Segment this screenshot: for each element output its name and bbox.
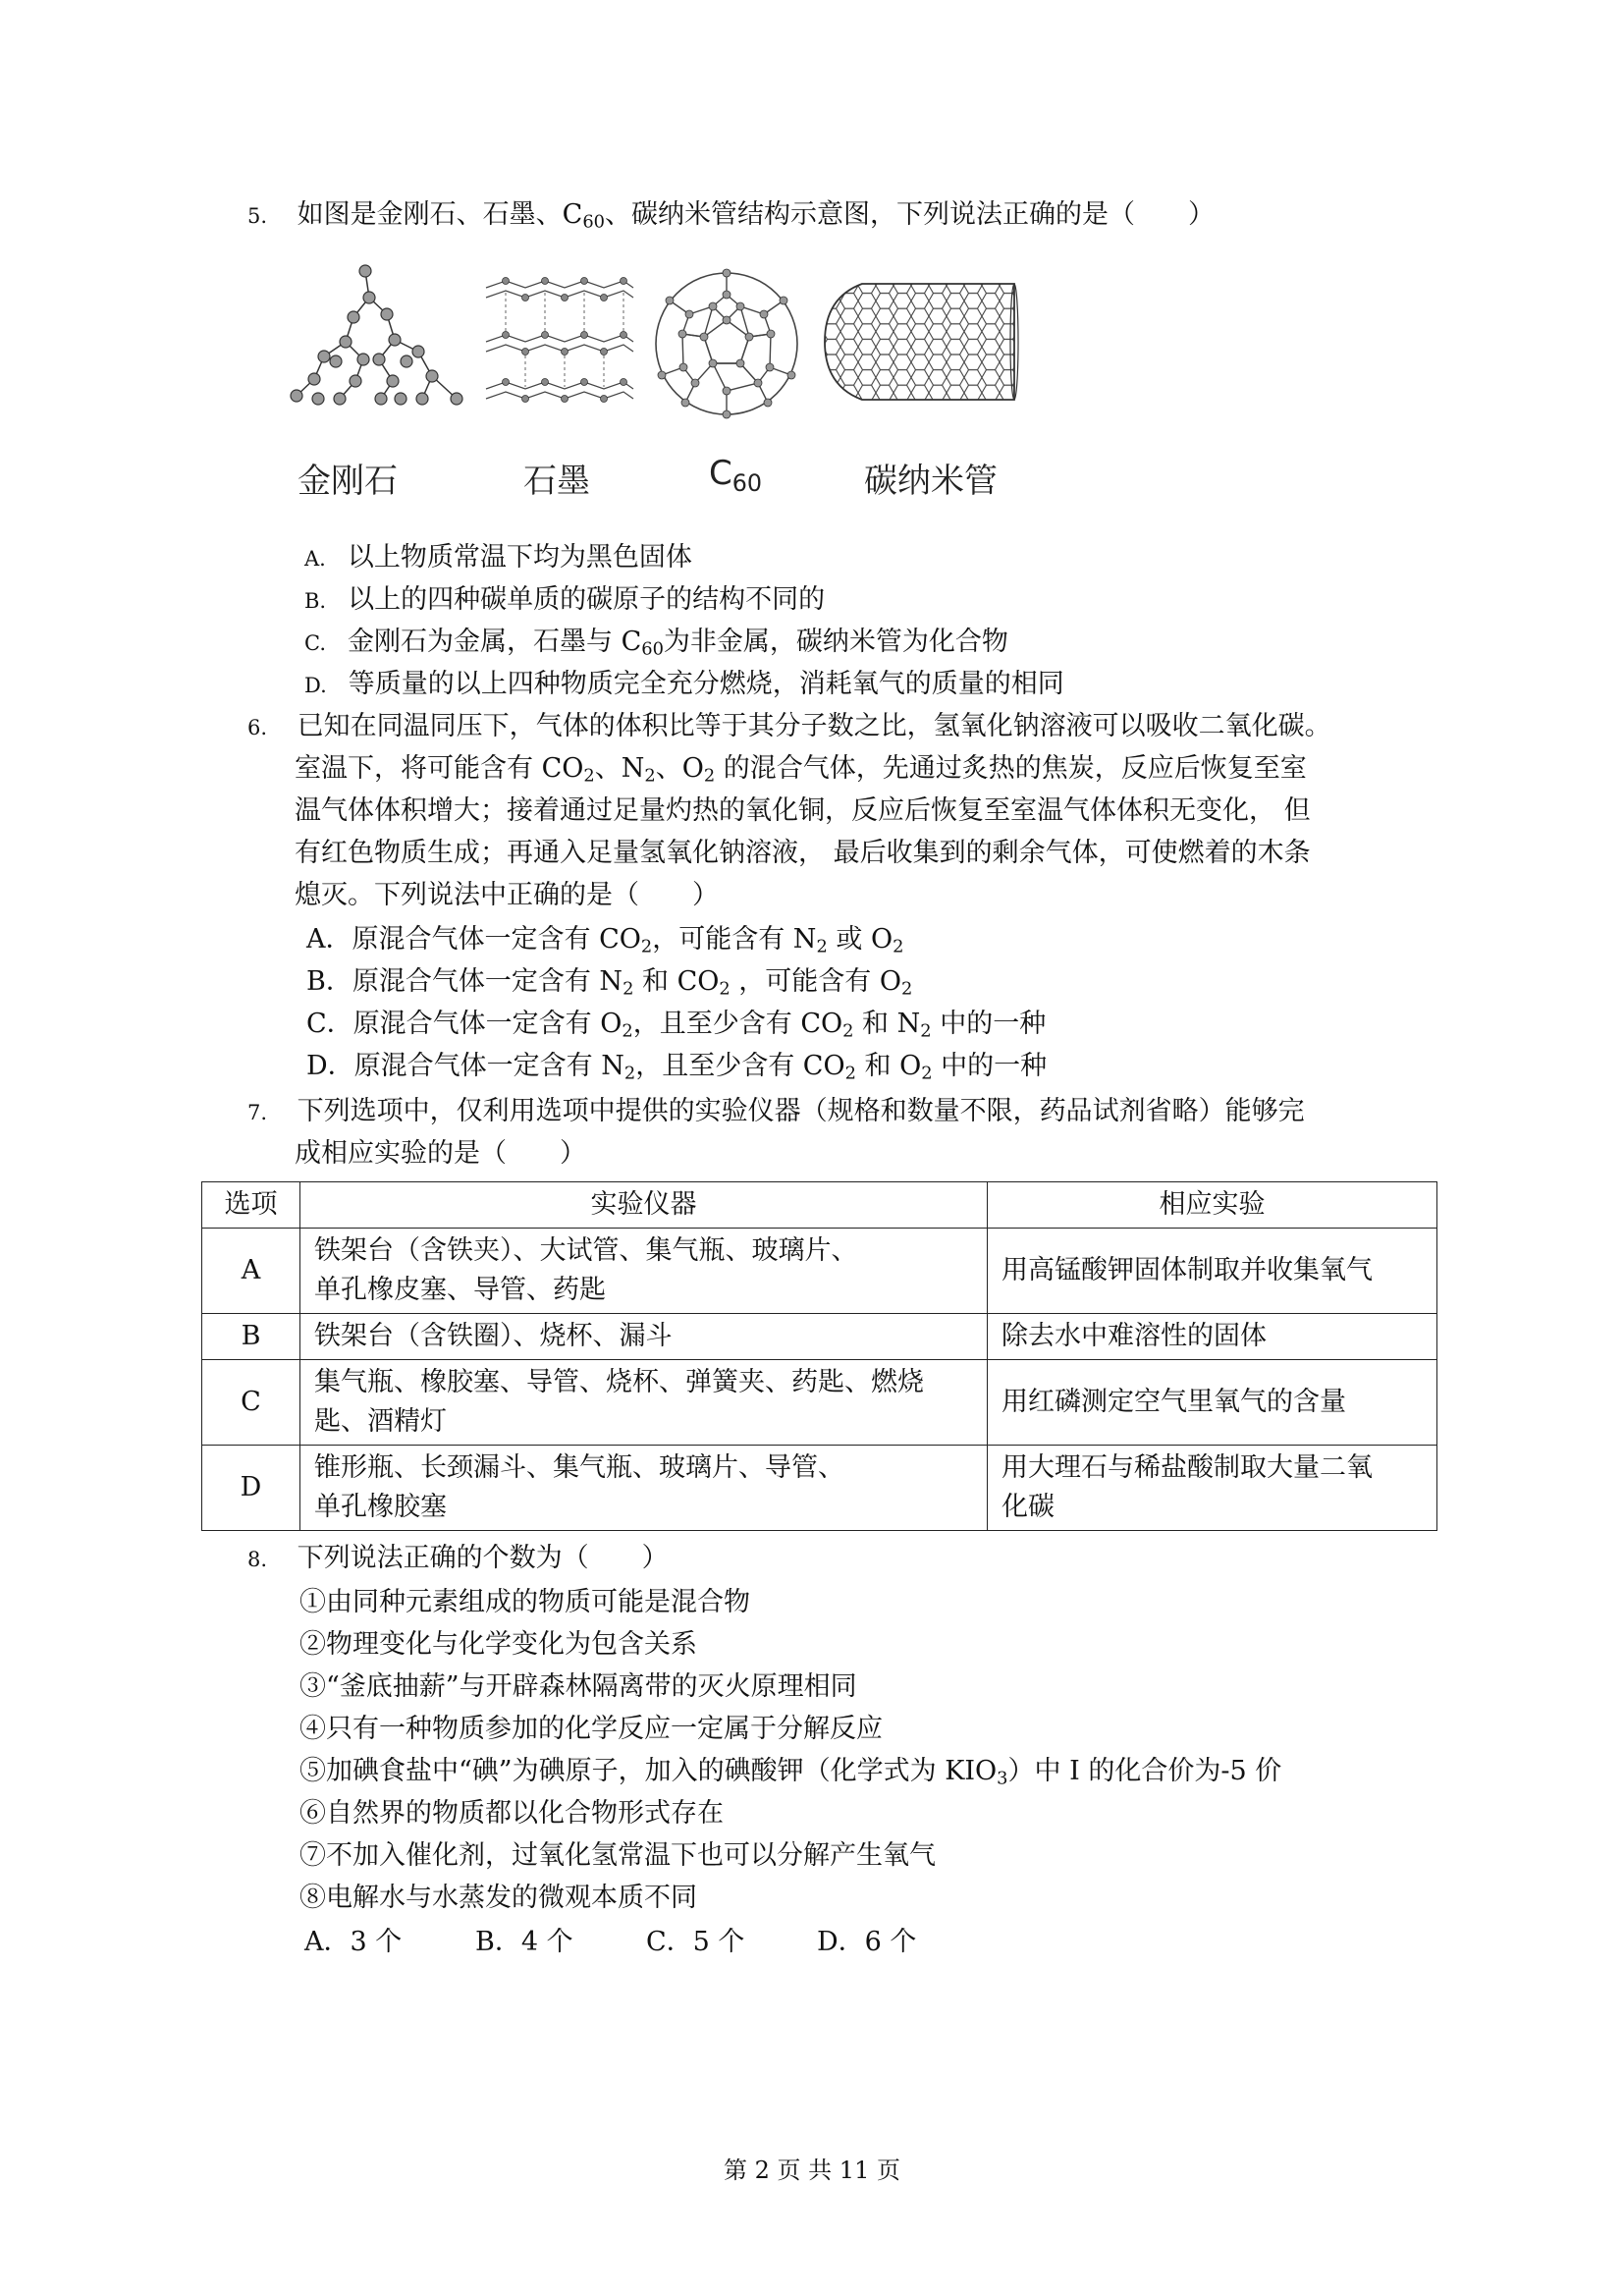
page-footer: 第 2 页 共 11 页 xyxy=(724,2157,900,2184)
q5-option-d: D. 等质量的以上四种物质完全充分燃烧，消耗氧气的质量的相同 xyxy=(304,669,1064,699)
q8-answer-a: A．3 个 xyxy=(304,1927,403,1957)
q6-option-c: C．原混合气体一定含有 $O_2$，且至少含有 $CO_2$ 和 $N_2$ 中的一种 xyxy=(306,1009,1047,1042)
header-experiment: 相应实验 xyxy=(988,1182,1437,1229)
row-experiment: 用大理石与稀盐酸制取大量二氧 化碳 xyxy=(988,1446,1437,1531)
row-option: B xyxy=(202,1314,300,1360)
row-option: D xyxy=(202,1446,300,1531)
q6-option-a: A．原混合气体一定含有 $CO_2$，可能含有 $N_2$ 或 $O_2$ xyxy=(306,924,904,957)
q8-item-4: ④只有一种物质参加的化学反应一定属于分解反应 xyxy=(299,1714,883,1744)
q8-item-1: ①由同种元素组成的物质可能是混合物 xyxy=(299,1587,750,1617)
row-experiment: 用红磷测定空气里氧气的含量 xyxy=(988,1360,1437,1446)
table-row xyxy=(202,1446,1437,1531)
q5-option-b: B. 以上的四种碳单质的碳原子的结构不同的 xyxy=(304,584,826,615)
q8-item-6: ⑥自然界的物质都以化合物形式存在 xyxy=(299,1798,724,1829)
q8-item-8: ⑧电解水与水蒸发的微观本质不同 xyxy=(299,1883,697,1913)
q6-line-4: 有红色物质生成；再通入足量氢氧化钠溶液， 最后收集到的剩余气体，可使燃着的木条 xyxy=(295,838,1311,868)
table-row xyxy=(202,1229,1437,1314)
q8-item-5: ⑤加碘食盐中“碘”为碘原子，加入的碘酸钾（化学式为 $KIO_3$）中 I 的化合价为-5 价 xyxy=(299,1756,1282,1789)
q7-table xyxy=(201,1181,1437,1531)
q7-line-2: 成相应实验的是（ ） xyxy=(295,1138,586,1169)
q8-item-3: ③“釜底抽薪”与开辟森林隔离带的灭火原理相同 xyxy=(299,1671,857,1702)
graphite-structure-figure xyxy=(481,273,638,410)
row-instruments: 锥形瓶、长颈漏斗、集气瓶、玻璃片、导管、 单孔橡胶塞 xyxy=(300,1446,988,1531)
q7-line-1: 7. 下列选项中，仅利用选项中提供的实验仪器（规格和数量不限，药品试剂省略）能够完 xyxy=(247,1096,1305,1126)
q8-item-2: ②物理变化与化学变化为包含关系 xyxy=(299,1629,697,1660)
q8-answer-c: C．5 个 xyxy=(646,1927,745,1957)
row-option: A xyxy=(202,1229,300,1314)
q5-stem: 5. 如图是金刚石、石墨、$C_{60}$、碳纳米管结构示意图，下列说法正确的是（ ） xyxy=(247,199,1215,233)
q6-line-3: 温气体体积增大；接着通过足量灼热的氧化铜，反应后恢复至室温气体体积无变化， 但 xyxy=(295,795,1311,826)
header-option: 选项 xyxy=(202,1182,300,1229)
q7-number: 7. xyxy=(247,1101,268,1124)
row-experiment: 除去水中难溶性的固体 xyxy=(988,1314,1437,1360)
q6-line-1: 6. 已知在同温同压下，气体的体积比等于其分子数之比，氢氧化钠溶液可以吸收二氧化碳。 xyxy=(247,711,1331,741)
diamond-structure-figure xyxy=(285,263,471,420)
row-instruments: 铁架台（含铁圈）、烧杯、漏斗 xyxy=(300,1314,988,1360)
caption-graphite: 石墨 xyxy=(523,462,590,501)
row-instruments: 铁架台（含铁夹）、大试管、集气瓶、玻璃片、 单孔橡皮塞、导管、药匙 xyxy=(300,1229,988,1314)
row-option: C xyxy=(202,1360,300,1446)
q8-stem: 8. 下列说法正确的个数为（ ） xyxy=(247,1543,669,1573)
q5-number: 5. xyxy=(247,204,268,228)
caption-diamond: 金刚石 xyxy=(298,462,398,501)
table-header-row xyxy=(202,1182,1437,1229)
table-row xyxy=(202,1360,1437,1446)
row-instruments: 集气瓶、橡胶塞、导管、烧杯、弹簧夹、药匙、燃烧 匙、酒精灯 xyxy=(300,1360,988,1446)
q8-item-7: ⑦不加入催化剂，过氧化氢常温下也可以分解产生氧气 xyxy=(299,1840,936,1871)
q6-number: 6. xyxy=(247,716,268,739)
row-experiment: 用高锰酸钾固体制取并收集氧气 xyxy=(988,1229,1437,1314)
q5-option-a: A. 以上物质常温下均为黑色固体 xyxy=(304,542,692,573)
q6-option-d: D．原混合气体一定含有 $N_2$，且至少含有 $CO_2$ 和 $O_2$ 中的一种 xyxy=(306,1051,1048,1084)
caption-nanotube: 碳纳米管 xyxy=(864,462,998,501)
c60-structure-figure xyxy=(648,265,805,422)
q8-answer-d: D．6 个 xyxy=(817,1927,917,1957)
q6-line-2: 室温下，将可能含有 $CO_2$、$N_2$、$O_2$ 的混合气体，先通过炙热的焦炭，反应后恢复至室 xyxy=(295,753,1307,787)
caption-c60: $C_{60}$ xyxy=(709,454,763,498)
q5-option-c: C. 金刚石为金属，石墨与 $C_{60}$为非金属，碳纳米管为化合物 xyxy=(304,627,1008,660)
q6-line-5: 熄灭。下列说法中正确的是（ ） xyxy=(295,880,719,910)
q8-answer-b: B．4 个 xyxy=(475,1927,573,1957)
header-instruments: 实验仪器 xyxy=(300,1182,988,1229)
q6-option-b: B．原混合气体一定含有 $N_2$ 和 $CO_2$ ，可能含有 $O_2$ xyxy=(306,966,913,1000)
q8-number: 8. xyxy=(247,1548,268,1571)
table-row xyxy=(202,1314,1437,1360)
nanotube-structure-figure xyxy=(823,278,1019,406)
